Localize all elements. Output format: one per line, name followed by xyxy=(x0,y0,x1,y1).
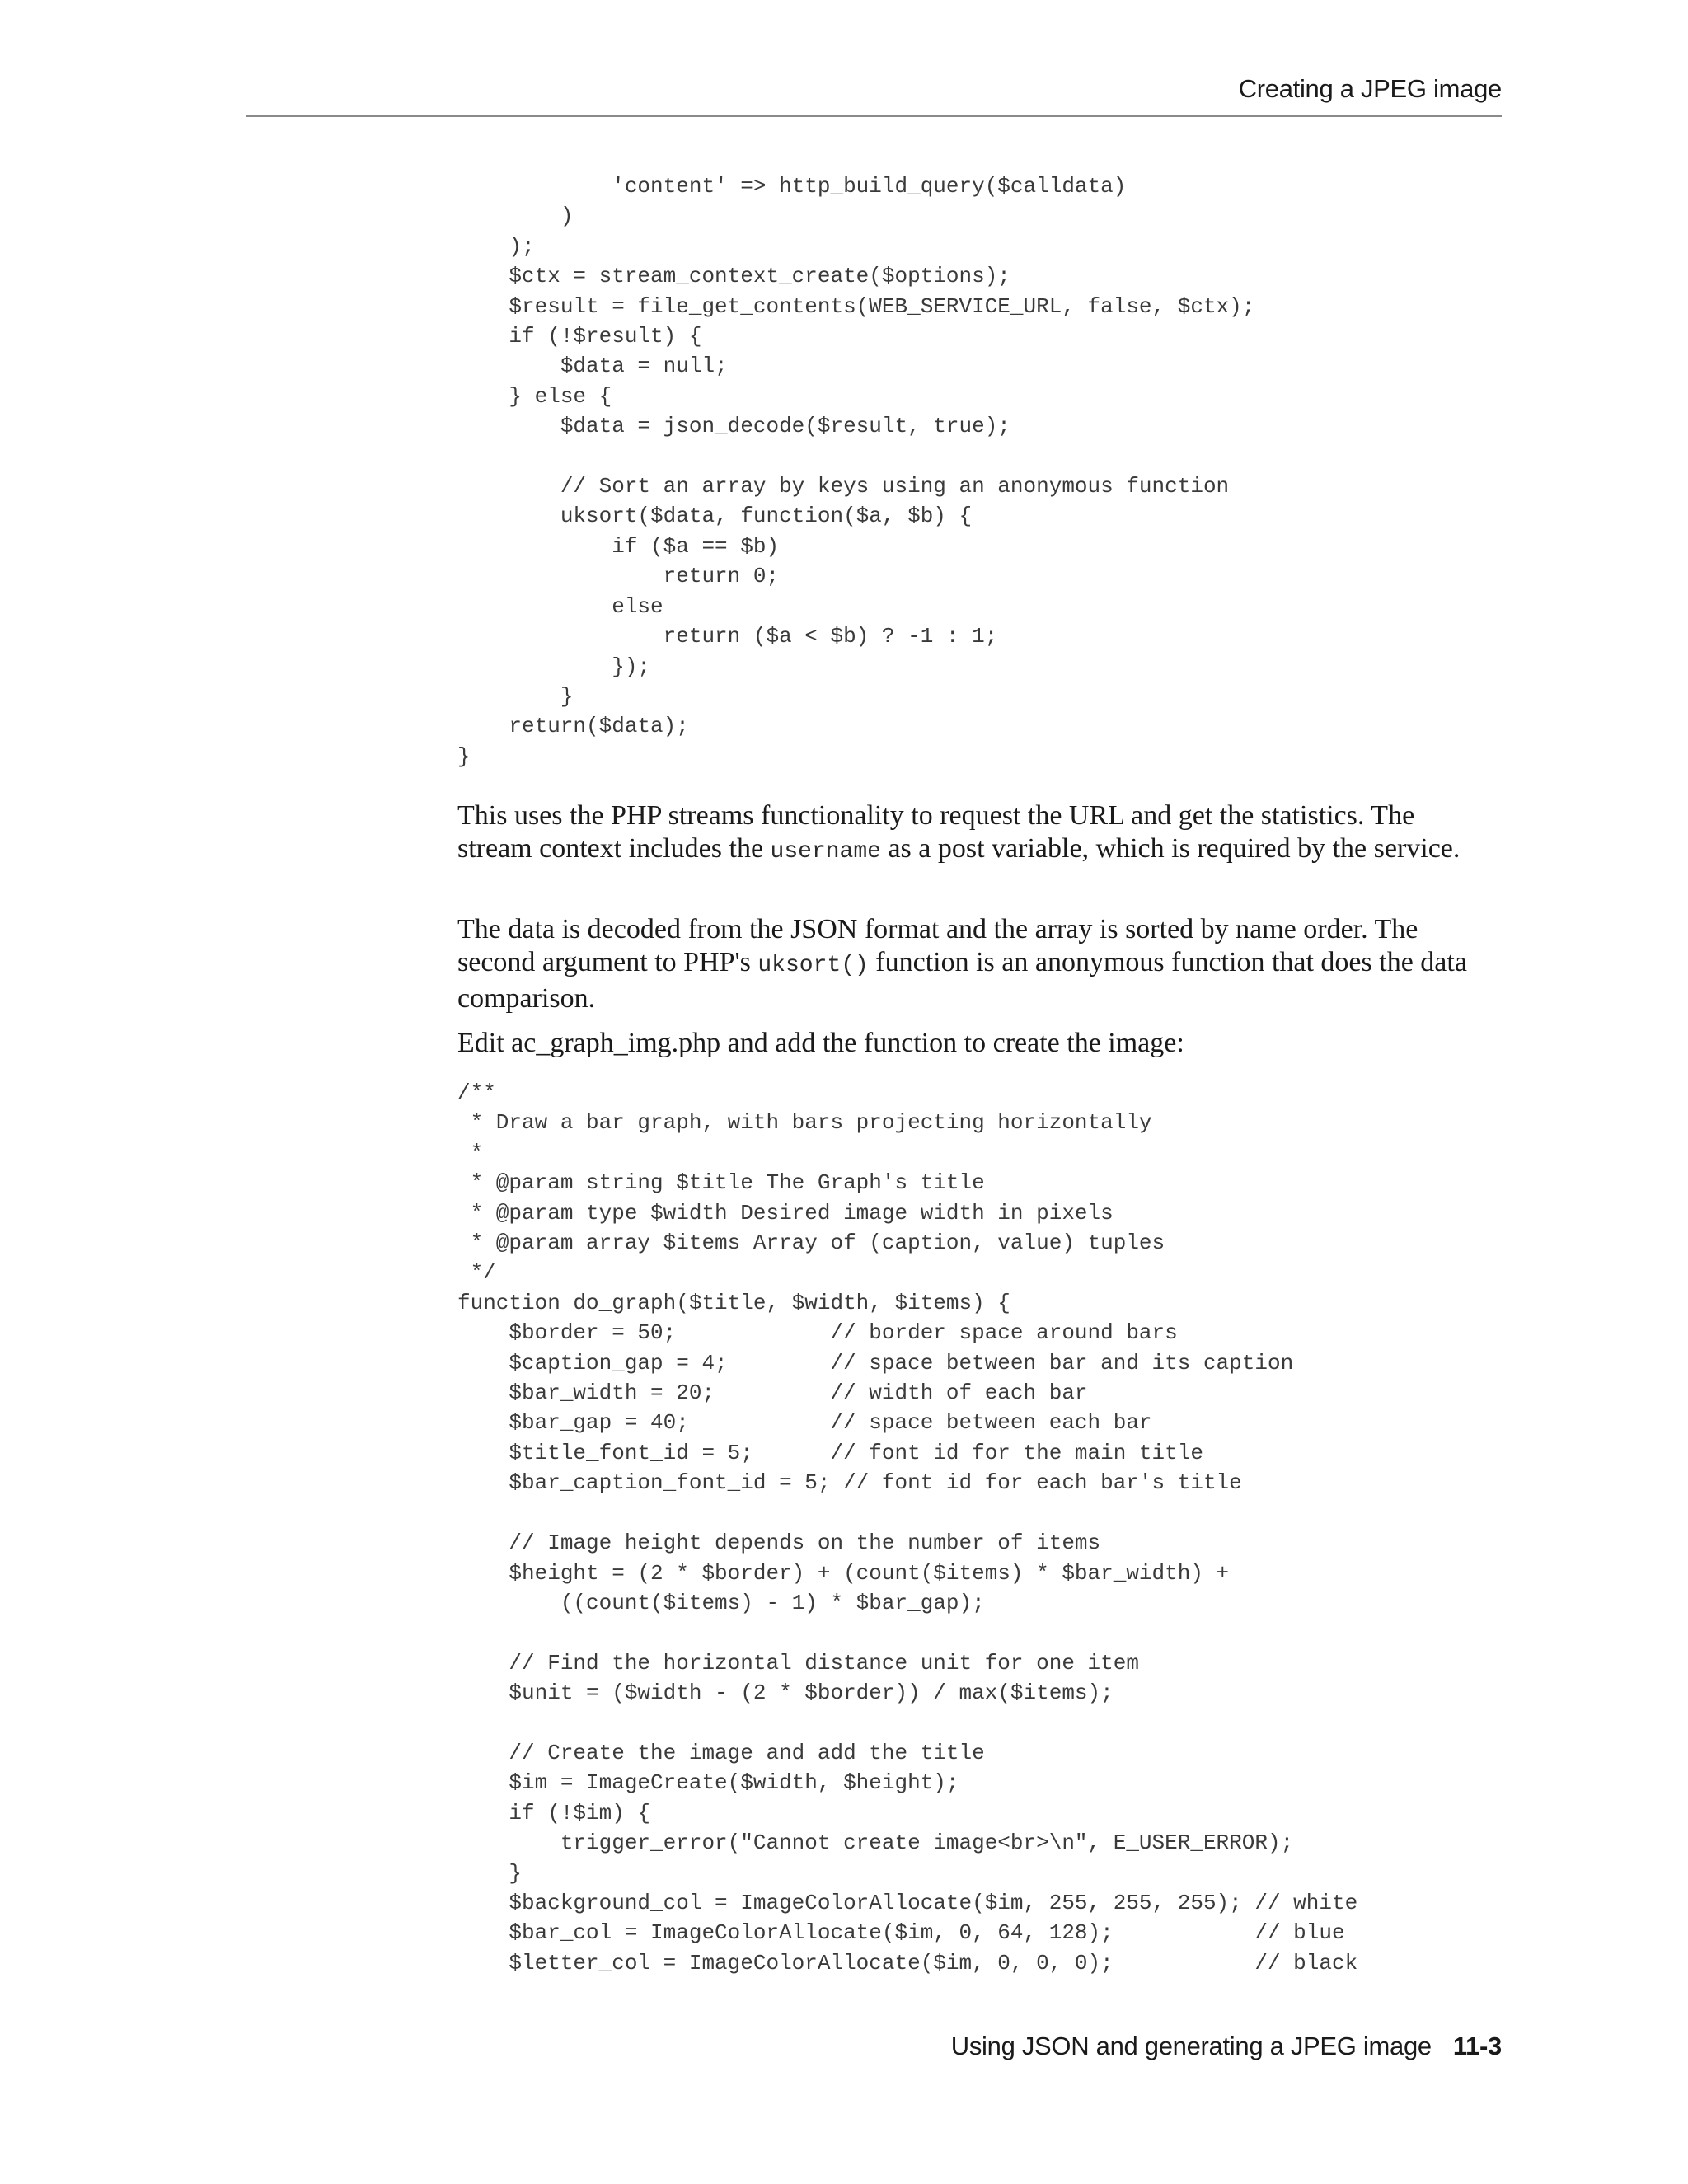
paragraph-json-decode-explanation xyxy=(457,913,1488,1015)
code-block-do-graph: /** * Draw a bar graph, with bars projecting horizontally * * @param string $title The Graph's title * @param type $width Desired image width in pixels * @param array $items Array of (caption, value) tuples */ function do_graph($title, $width, $items) { $border = 50; // border space around bars $caption_gap = 4; // space between bar and its caption $bar_width = 20; // width of each bar $bar_gap = 40; // space between each bar $title_font_id = 5; // font id for the main title $bar_caption_font_id = 5; // font id for each bar's title // Image height depends on the number of items $height = (2 * $border) + (count($items) * $bar_width) + ((count($items) - 1) * $bar_gap); // Find the horizontal distance unit for one item $unit = ($width - (2 * $border)) / max($items); // Create the image and add the title $im = ImageCreate($width, $height); if (!$im) { trigger_error("Cannot create image<br>\n", E_USER_ERROR); } $background_col = ImageColorAllocate($im, 255, 255, 255); // white $bar_col = ImageColorAllocate($im, 0, 64, 128); // blue $letter_col = ImageColorAllocate($im, 0, 0, 0); // black xyxy=(457,1080,1358,1975)
page-number: 11-3 xyxy=(1452,2032,1502,2060)
code-block-fetch-data: 'content' => http_build_query($calldata) ) ); $ctx = stream_context_create($options); $result = file_get_contents(WEB_SERVICE_URL, false, $ctx); if (!$result) { $data = null; } else { $data = json_decode($result, true); // Sort an array by keys using an anonymous function uksort($data, function($a, $b) { if ($a == $b) return 0; else return ($a < $b) ? -1 : 1; }); } return($data); } xyxy=(457,174,1255,769)
running-header xyxy=(246,66,1502,117)
paragraph-streams-explanation xyxy=(457,799,1488,869)
paragraph-text: The data is decoded from the JSON format and the array is sorted by name order. The second argument to PHP's xyxy=(457,914,1418,977)
paragraph-text: This uses the PHP streams functionality to request the URL and get the statistics. The stream context includes the xyxy=(457,800,1415,864)
running-footer xyxy=(951,2032,1502,2061)
paragraph-text: as a post variable, which is required by the service. xyxy=(880,833,1461,864)
paragraph-edit-instruction: Edit ac_graph_img.php and add the function to create the image: xyxy=(457,1028,1184,1058)
inline-code-uksort: uksort() xyxy=(757,953,869,978)
inline-code-username: username xyxy=(770,839,881,865)
footer-chapter-title: Using JSON and generating a JPEG image xyxy=(950,2032,1432,2060)
running-header-title: Creating a JPEG image xyxy=(1238,74,1502,103)
paragraph-text: function is an anonymous function that does the data comparison. xyxy=(457,947,1467,1014)
